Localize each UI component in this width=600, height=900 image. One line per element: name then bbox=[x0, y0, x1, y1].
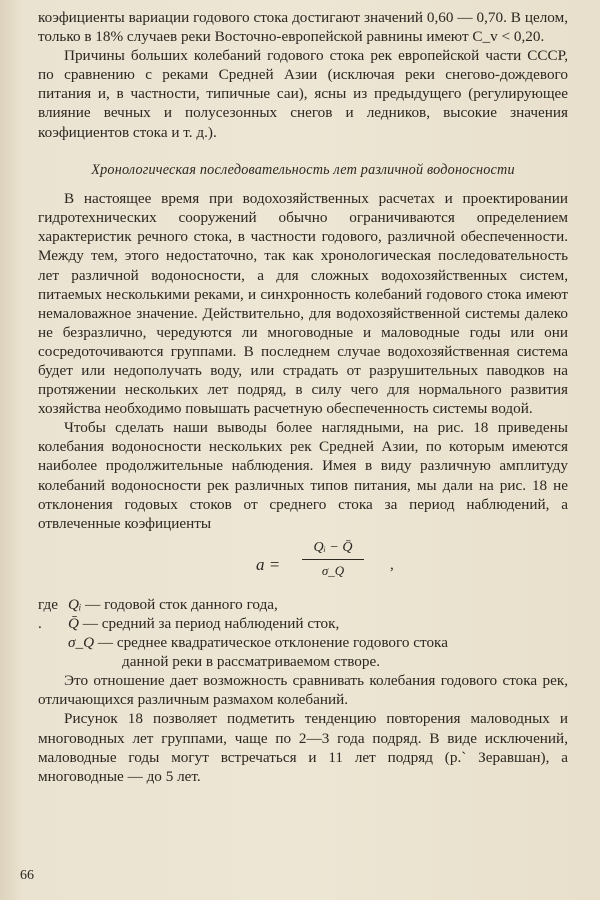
definition-symbol: Qᵢ bbox=[68, 595, 82, 613]
formula-numerator: Qᵢ − Q̄ bbox=[313, 539, 353, 555]
formula-denominator: σ_Q bbox=[321, 562, 345, 578]
paragraph-3: В настоящее время при водохозяйственных расчетах и проектировании гидротехнических сооружений обычно ограничиваются определением характеристик речного стока, в частности годового, различной обеспеченности. Между тем, этого недостаточно, так как хронологическая последовательность лет различной водоносности, а для сложных водохозяйственных систем, питаемых несколькими реками, и синхронность колебаний годового стока имеют немаловажное значение. Действительно, для водохозяйственной системы далеко не безразлично, чередуются ли многоводные и маловодные годы или они сосредоточиваются группами. В последнем случае водохозяйственная система будет или недополучать воду, или страдать от разрушительных паводков на протяжении нескольких лет подряд, в силу чего для нормального развития хозяйства необходимо повышать расчетную обеспеченность системы водой. bbox=[38, 190, 568, 418]
section-heading: Хронологическая последовательность лет различной водоносности bbox=[91, 161, 515, 178]
fraction-bar bbox=[302, 559, 364, 560]
definition-text: — годовой сток данного года, bbox=[85, 595, 278, 613]
definition-continuation: данной реки в рассматриваемом створе. bbox=[122, 653, 381, 671]
definition-text: — среднее квадратическое отклонение годового стока bbox=[97, 634, 448, 652]
definitions-list bbox=[38, 595, 568, 671]
formula-fraction bbox=[298, 539, 368, 580]
paragraph-6: Рисунок 18 позволяет подметить тенденцию повторения маловодных и многоводных лет группами, чаще по 2—3 года подряд. В виде исключений, маловодные годы могут встречаться и 11 лет подряд (р.` Зеравшан), а многоводные — до 5 лет. bbox=[38, 710, 568, 785]
page-number: 66 bbox=[20, 868, 34, 883]
definition-symbol: σ_Q bbox=[68, 634, 95, 652]
formula-lhs: a = bbox=[256, 554, 281, 574]
formula bbox=[38, 539, 568, 593]
definition-symbol: Q̄ bbox=[68, 614, 79, 632]
text-column bbox=[38, 8, 568, 786]
definition-row bbox=[38, 614, 568, 633]
paragraph-2: Причины больших колебаний годового стока рек европейской части СССР, по сравнению с реками Средней Азии (исключая реки снегово-дождевого питания и, в частности, типичные саи), ясны из предыдущего (регулирующее влияние вечных и полусезонных снегов и ледников, высокие значения коэфициентов стока и т. д.). bbox=[38, 47, 568, 141]
definition-lead bbox=[38, 633, 68, 652]
definition-text: — средний за период наблюдений сток, bbox=[82, 614, 340, 632]
definition-row bbox=[38, 595, 568, 614]
formula-comma: , bbox=[390, 555, 394, 573]
paragraph-5: Это отношение дает возможность сравнивать колебания годового стока рек, отличающихся различным размахом колебаний. bbox=[38, 672, 568, 709]
paragraph-4: Чтобы сделать наши выводы более наглядными, на рис. 18 приведены колебания водоносности нескольких рек Средней Азии, по которым имеются наиболее продолжительные наблюдения. Имея в виду различную амплитуду колебаний водоносности рек различных типов питания, мы дали на рис. 18 не отклонения годовых стоков от среднего стока за период наблюдений, а отвлеченные коэфициенты bbox=[38, 419, 568, 532]
definition-lead: где bbox=[38, 595, 58, 613]
definition-row bbox=[38, 633, 568, 652]
definition-lead: . bbox=[38, 614, 42, 632]
paragraph-1: коэфициенты вариации годового стока достигают значений 0,60 — 0,70. В целом, только в 18% случаев реки Восточно-европейской равнины имеют C_v < 0,20. bbox=[38, 9, 568, 46]
